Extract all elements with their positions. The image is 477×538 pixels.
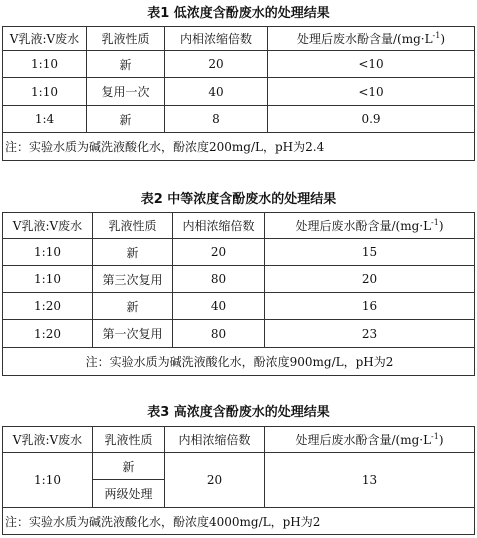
header-emulsion-type: 乳液性质	[87, 27, 165, 51]
cell: 15	[265, 239, 475, 266]
header-concentration-factor: 内相浓缩倍数	[165, 27, 268, 51]
cell: 20	[165, 51, 268, 78]
cell: <10	[268, 51, 475, 78]
table3	[2, 426, 475, 535]
table1	[2, 26, 475, 161]
cell: 新	[93, 239, 173, 266]
cell: 1:20	[3, 320, 93, 348]
cell: 两级处理	[93, 480, 165, 508]
cell: 40	[165, 78, 268, 106]
header-volume-ratio: V乳液:V废水	[3, 427, 93, 453]
header-emulsion-type: 乳液性质	[93, 427, 165, 453]
header-phenol-content: 处理后废水酚含量$/(mg\cdot L^{-1})$	[268, 27, 475, 51]
cell: 1:4	[3, 106, 87, 133]
table1-note: 注：实验水质为碱洗液酸化水，酚浓度200mg/L，pH为2.4	[3, 133, 475, 161]
cell: 第三次复用	[93, 266, 173, 293]
table1-title: 表1 低浓度含酚废水的处理结果	[147, 6, 330, 21]
cell: 1:10	[3, 453, 93, 508]
cell: 20	[265, 266, 475, 293]
cell: 1:10	[3, 78, 87, 106]
table-row	[3, 320, 475, 348]
cell: 0.9	[268, 106, 475, 133]
cell: 16	[265, 293, 475, 320]
cell: 第一次复用	[93, 320, 173, 348]
cell: 1:10	[3, 266, 93, 293]
table2-note: 注：实验水质为碱洗液酸化水，酚浓度900mg/L，pH为2	[3, 348, 475, 376]
header-volume-ratio: V乳液:V废水	[3, 27, 87, 51]
table-row	[3, 239, 475, 266]
table2-title: 表2 中等浓度含酚废水的处理结果	[140, 192, 337, 207]
cell: 20	[165, 453, 265, 508]
cell: 新	[93, 293, 173, 320]
header-emulsion-type: 乳液性质	[93, 213, 173, 239]
cell: 8	[165, 106, 268, 133]
cell: 80	[173, 320, 265, 348]
header-concentration-factor: 内相浓缩倍数	[173, 213, 265, 239]
cell: 1:10	[3, 51, 87, 78]
header-phenol-content: 处理后废水酚含量$/(mg\cdot L^{-1})$	[265, 427, 475, 453]
cell: 新	[87, 51, 165, 78]
cell: 1:20	[3, 293, 93, 320]
table3-note: 注：实验水质为碱洗液酸化水，酚浓度4000mg/L，pH为2	[3, 508, 475, 535]
cell: 23	[265, 320, 475, 348]
header-phenol-content: 处理后废水酚含量$/(mg\cdot L^{-1})$	[265, 213, 475, 239]
table-row	[3, 293, 475, 320]
cell: 1:10	[3, 239, 93, 266]
cell: 复用一次	[87, 78, 165, 106]
cell: 40	[173, 293, 265, 320]
cell: 新	[87, 106, 165, 133]
header-volume-ratio: V乳液:V废水	[3, 213, 93, 239]
table-row	[3, 78, 475, 106]
cell: 新	[93, 453, 165, 480]
table-row	[3, 453, 475, 480]
cell: <10	[268, 78, 475, 106]
table2	[2, 212, 475, 376]
table-row	[3, 51, 475, 78]
cell: 13	[265, 453, 475, 508]
table-row	[3, 106, 475, 133]
table-row	[3, 266, 475, 293]
cell: 20	[173, 239, 265, 266]
header-concentration-factor: 内相浓缩倍数	[165, 427, 265, 453]
table3-title: 表3 高浓度含酚废水的处理结果	[147, 405, 330, 420]
cell: 80	[173, 266, 265, 293]
